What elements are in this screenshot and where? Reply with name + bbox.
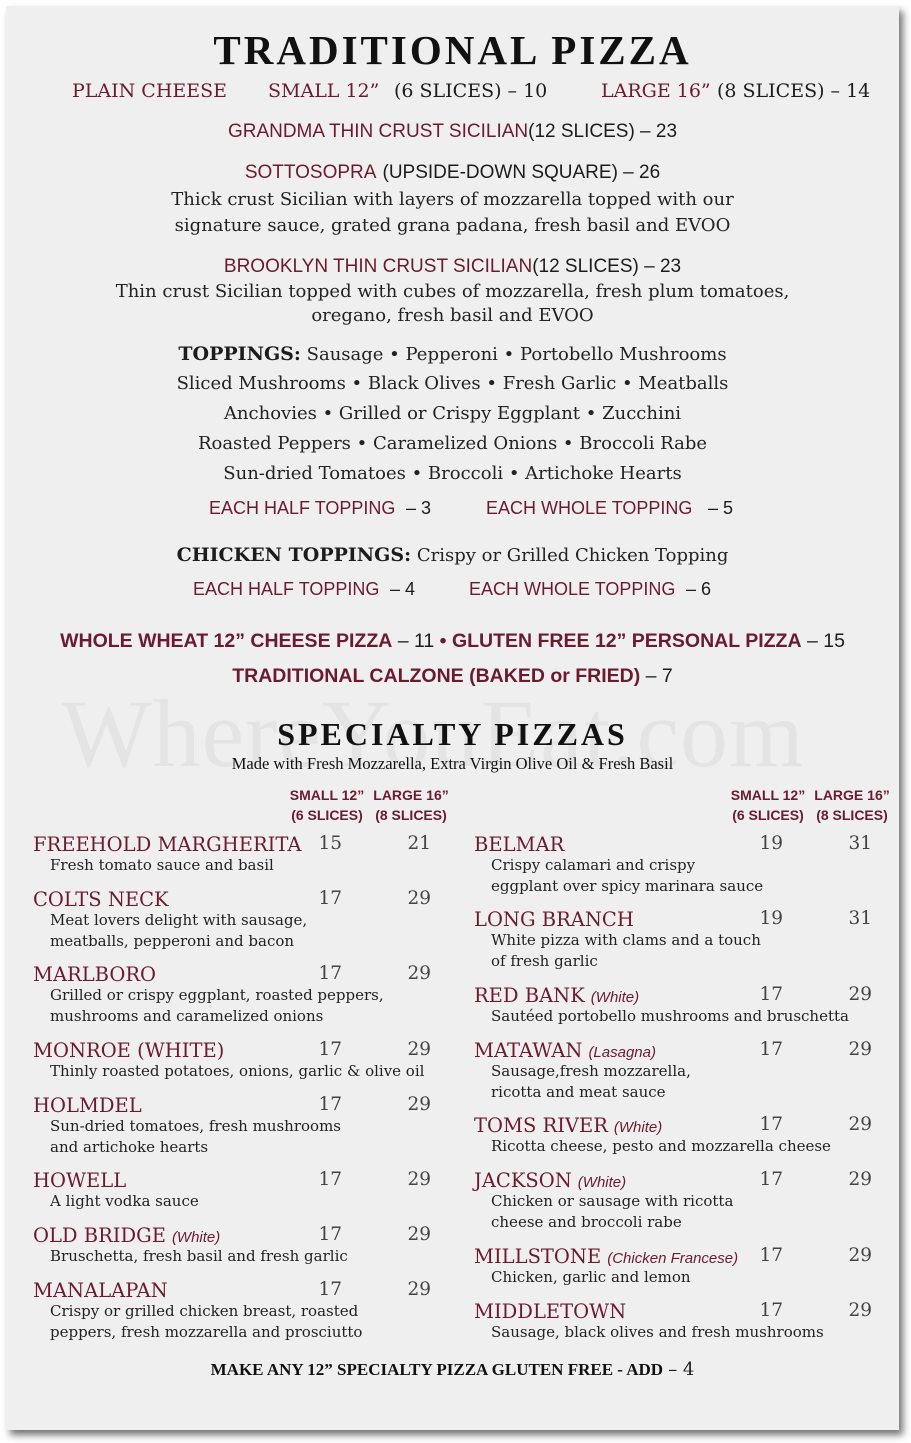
chicken-half-label: EACH HALF TOPPING: [193, 579, 380, 599]
wheat-gf-row: [6, 630, 899, 653]
footer-row: [6, 1359, 899, 1380]
pizza-name: [33, 963, 156, 986]
pizza-name-text: RED BANK: [474, 984, 585, 1007]
traditional-title: TRADITIONAL PIZZA: [213, 27, 692, 73]
half-topping-price: – 3: [406, 498, 432, 518]
toppings-text-1: Sausage • Pepperoni • Portobello Mushrooms: [300, 344, 727, 365]
whole-wheat-label: WHOLE WHEAT 12” CHEESE PIZZA: [60, 630, 393, 652]
pizza-note: (Chicken Francese): [607, 1250, 739, 1267]
sottosopra-row: [6, 161, 899, 184]
small-price: 17: [759, 984, 783, 1005]
menu-page: [6, 6, 899, 1430]
left-small-header-1: SMALL 12”: [289, 787, 365, 803]
plain-cheese-name: PLAIN CHEESE: [72, 80, 228, 102]
calzone-row: [6, 665, 899, 688]
wheat-separator: •: [434, 630, 452, 652]
toppings-line-5: Sun-dried Tomatoes • Broccoli • Artichoke Hearts: [223, 463, 682, 484]
brooklyn-detail: (12 SLICES) – 23: [532, 256, 682, 277]
small-price: 17: [318, 1279, 342, 1300]
brooklyn-desc-2: oregano, fresh basil and EVOO: [311, 305, 594, 326]
pizza-name-text: LONG BRANCH: [474, 908, 634, 931]
pizza-description: Sun-dried tomatoes, fresh mushrooms: [50, 1117, 341, 1135]
pizza-name: [33, 1039, 224, 1062]
left-large-header: [368, 785, 454, 825]
pizza-description: White pizza with clams and a touch: [491, 931, 761, 949]
pizza-description: eggplant over spicy marinara sauce: [491, 877, 764, 895]
pizza-note: (White): [577, 1174, 627, 1191]
pizza-note: (White): [590, 989, 640, 1006]
chicken-half-price: – 4: [390, 579, 416, 599]
pizza-name: [474, 1039, 656, 1062]
pizza-description: Fresh tomato sauce and basil: [50, 856, 274, 874]
chicken-whole-price: – 6: [686, 579, 712, 599]
footer-label: MAKE ANY 12” SPECIALTY PIZZA GLUTEN FREE - ADD: [210, 1360, 664, 1379]
left-small-header-2: (6 SLICES): [291, 807, 363, 823]
plain-large-detail: (8 SLICES) – 14: [717, 80, 871, 102]
chicken-toppings-label: CHICKEN TOPPINGS:: [176, 544, 412, 566]
pizza-description: ricotta and meat sauce: [491, 1083, 666, 1101]
chicken-whole-label: EACH WHOLE TOPPING: [469, 579, 676, 599]
sottosopra-desc-2: signature sauce, grated grana padana, fresh basil and EVOO: [174, 215, 731, 236]
small-price: 19: [759, 908, 783, 929]
calzone-label: TRADITIONAL CALZONE (BAKED or FRIED): [232, 665, 641, 687]
large-price: 29: [848, 1245, 872, 1266]
pizza-name-text: HOWELL: [33, 1169, 127, 1192]
chicken-toppings-line: [6, 544, 899, 566]
pizza-name: [474, 984, 639, 1007]
large-price: 29: [848, 984, 872, 1005]
small-price: 17: [759, 1300, 783, 1321]
left-small-header: [282, 785, 372, 825]
pizza-description: Chicken, garlic and lemon: [491, 1268, 691, 1286]
small-price: 17: [318, 1224, 342, 1245]
sottosopra-name: SOTTOSOPRA: [244, 162, 377, 183]
half-topping-label: EACH HALF TOPPING: [209, 498, 396, 518]
right-small-header-1: SMALL 12”: [730, 787, 806, 803]
pizza-note: (White): [613, 1119, 663, 1136]
brooklyn-row: [6, 255, 899, 278]
right-large-header-1: LARGE 16”: [814, 787, 890, 803]
large-price: 29: [407, 1224, 431, 1245]
pizza-name: [474, 1300, 626, 1323]
plain-large-label: LARGE 16”: [601, 80, 711, 102]
large-price: 29: [848, 1039, 872, 1060]
pizza-name-text: MIDDLETOWN: [474, 1300, 627, 1323]
small-price: 15: [318, 833, 342, 854]
large-price: 29: [848, 1300, 872, 1321]
pizza-description: Ricotta cheese, pesto and mozzarella cheese: [491, 1137, 831, 1155]
pizza-description: Crispy calamari and crispy: [491, 856, 696, 874]
pizza-description: and artichoke hearts: [50, 1138, 209, 1156]
sottosopra-desc-1: Thick crust Sicilian with layers of mozzarella topped with our: [171, 189, 734, 210]
left-large-header-1: LARGE 16”: [373, 787, 449, 803]
pizza-description: meatballs, pepperoni and bacon: [50, 932, 295, 950]
small-price: 17: [318, 1039, 342, 1060]
pizza-name: [474, 1169, 626, 1192]
grandma-name: GRANDMA THIN CRUST SICILIAN: [227, 121, 529, 142]
pizza-name: [33, 1094, 142, 1117]
pizza-name: [474, 833, 564, 856]
pizza-description: Grilled or crispy eggplant, roasted peppers,: [50, 986, 384, 1004]
pizza-name-text: FREEHOLD MARGHERITA: [33, 833, 302, 856]
pizza-name-text: MONROE (WHITE): [33, 1039, 225, 1062]
sottosopra-detail: (UPSIDE-DOWN SQUARE) – 26: [382, 162, 661, 183]
grandma-row: [6, 120, 899, 143]
small-price: 19: [759, 833, 783, 854]
chicken-toppings-text: Crispy or Grilled Chicken Topping: [411, 545, 729, 566]
small-price: 17: [759, 1169, 783, 1190]
pizza-name-text: MANALAPAN: [33, 1279, 168, 1302]
large-price: 29: [848, 1169, 872, 1190]
small-price: 17: [318, 888, 342, 909]
brooklyn-desc-1: Thin crust Sicilian topped with cubes of mozzarella, fresh plum tomatoes,: [115, 281, 790, 302]
pizza-name-text: HOLMDEL: [33, 1094, 142, 1117]
brooklyn-name: BROOKLYN THIN CRUST SICILIAN: [223, 256, 533, 277]
pizza-name-text: TOMS RIVER: [474, 1114, 608, 1137]
pizza-name: [474, 1114, 662, 1137]
pizza-name: [33, 1279, 168, 1302]
pizza-name-text: OLD BRIDGE: [33, 1224, 166, 1247]
gluten-free-label: GLUTEN FREE 12” PERSONAL PIZZA: [451, 630, 802, 652]
large-price: 29: [407, 1039, 431, 1060]
pizza-name: [33, 833, 301, 856]
pizza-description: Thinly roasted potatoes, onions, garlic & olive oil: [50, 1062, 425, 1080]
plain-small-detail: (6 SLICES) – 10: [394, 80, 548, 102]
pizza-description: Crispy or grilled chicken breast, roasted: [50, 1302, 359, 1320]
pizza-description: peppers, fresh mozzarella and prosciutto: [50, 1323, 363, 1341]
small-price: 17: [318, 1169, 342, 1190]
right-large-header-2: (8 SLICES): [816, 807, 888, 823]
pizza-note: (Lasagna): [588, 1044, 656, 1061]
whole-topping-label: EACH WHOLE TOPPING: [486, 498, 693, 518]
grandma-detail: (12 SLICES) – 23: [528, 121, 678, 142]
pizza-name: [474, 908, 634, 931]
pizza-description: Chicken or sausage with ricotta: [491, 1192, 734, 1210]
pizza-name-text: BELMAR: [474, 833, 565, 856]
pizza-name-text: MATAWAN: [474, 1039, 583, 1062]
pizza-description: Sausage, black olives and fresh mushrooms: [491, 1323, 824, 1341]
pizza-description: mushrooms and caramelized onions: [50, 1007, 324, 1025]
pizza-name: [33, 1169, 126, 1192]
toppings-line-2: Sliced Mushrooms • Black Olives • Fresh Garlic • Meatballs: [176, 373, 729, 394]
small-price: 17: [759, 1245, 783, 1266]
pizza-name-text: MARLBORO: [33, 963, 157, 986]
large-price: 29: [407, 1279, 431, 1300]
pizza-name: [474, 1245, 738, 1268]
whole-wheat-price: – 11: [397, 630, 435, 652]
pizza-description: cheese and broccoli rabe: [491, 1213, 682, 1231]
plain-small-label: SMALL 12”: [268, 80, 380, 102]
toppings-label: TOPPINGS:: [178, 343, 301, 365]
toppings-line-3: Anchovies • Grilled or Crispy Eggplant • Zucchini: [223, 403, 682, 424]
large-price: 29: [848, 1114, 872, 1135]
pizza-name-text: MILLSTONE: [474, 1245, 602, 1268]
gluten-free-price: – 15: [806, 630, 845, 652]
right-small-header-2: (6 SLICES): [732, 807, 804, 823]
calzone-price: – 7: [645, 665, 673, 687]
pizza-note: (White): [171, 1229, 221, 1246]
small-price: 17: [318, 963, 342, 984]
small-price: 17: [759, 1114, 783, 1135]
pizza-name-text: JACKSON: [474, 1169, 572, 1192]
small-price: 17: [318, 1094, 342, 1115]
left-large-header-2: (8 SLICES): [375, 807, 447, 823]
pizza-description: A light vodka sauce: [50, 1192, 199, 1210]
pizza-description: of fresh garlic: [491, 952, 598, 970]
large-price: 31: [848, 833, 872, 854]
toppings-line-1: [6, 343, 899, 365]
pizza-description: Sautéed portobello mushrooms and bruschetta: [491, 1007, 849, 1025]
right-large-header: [809, 785, 895, 825]
large-price: 31: [848, 908, 872, 929]
toppings-line-4: Roasted Peppers • Caramelized Onions • Broccoli Rabe: [197, 433, 708, 454]
large-price: 29: [407, 963, 431, 984]
small-price: 17: [759, 1039, 783, 1060]
pizza-name-text: COLTS NECK: [33, 888, 169, 911]
pizza-name: [33, 888, 169, 911]
large-price: 29: [407, 888, 431, 909]
right-small-header: [723, 785, 813, 825]
large-price: 21: [407, 833, 431, 854]
pizza-description: Meat lovers delight with sausage,: [50, 911, 308, 929]
footer-price: – 4: [668, 1359, 695, 1380]
pizza-name: [33, 1224, 220, 1247]
pizza-description: Bruschetta, fresh basil and fresh garlic: [50, 1247, 348, 1265]
pizza-description: Sausage,fresh mozzarella,: [491, 1062, 691, 1080]
specialty-subtitle: Made with Fresh Mozzarella, Extra Virgin Olive Oil & Fresh Basil: [231, 754, 674, 773]
specialty-title: SPECIALTY PIZZAS: [277, 716, 628, 752]
whole-topping-price: – 5: [708, 498, 734, 518]
large-price: 29: [407, 1094, 431, 1115]
large-price: 29: [407, 1169, 431, 1190]
